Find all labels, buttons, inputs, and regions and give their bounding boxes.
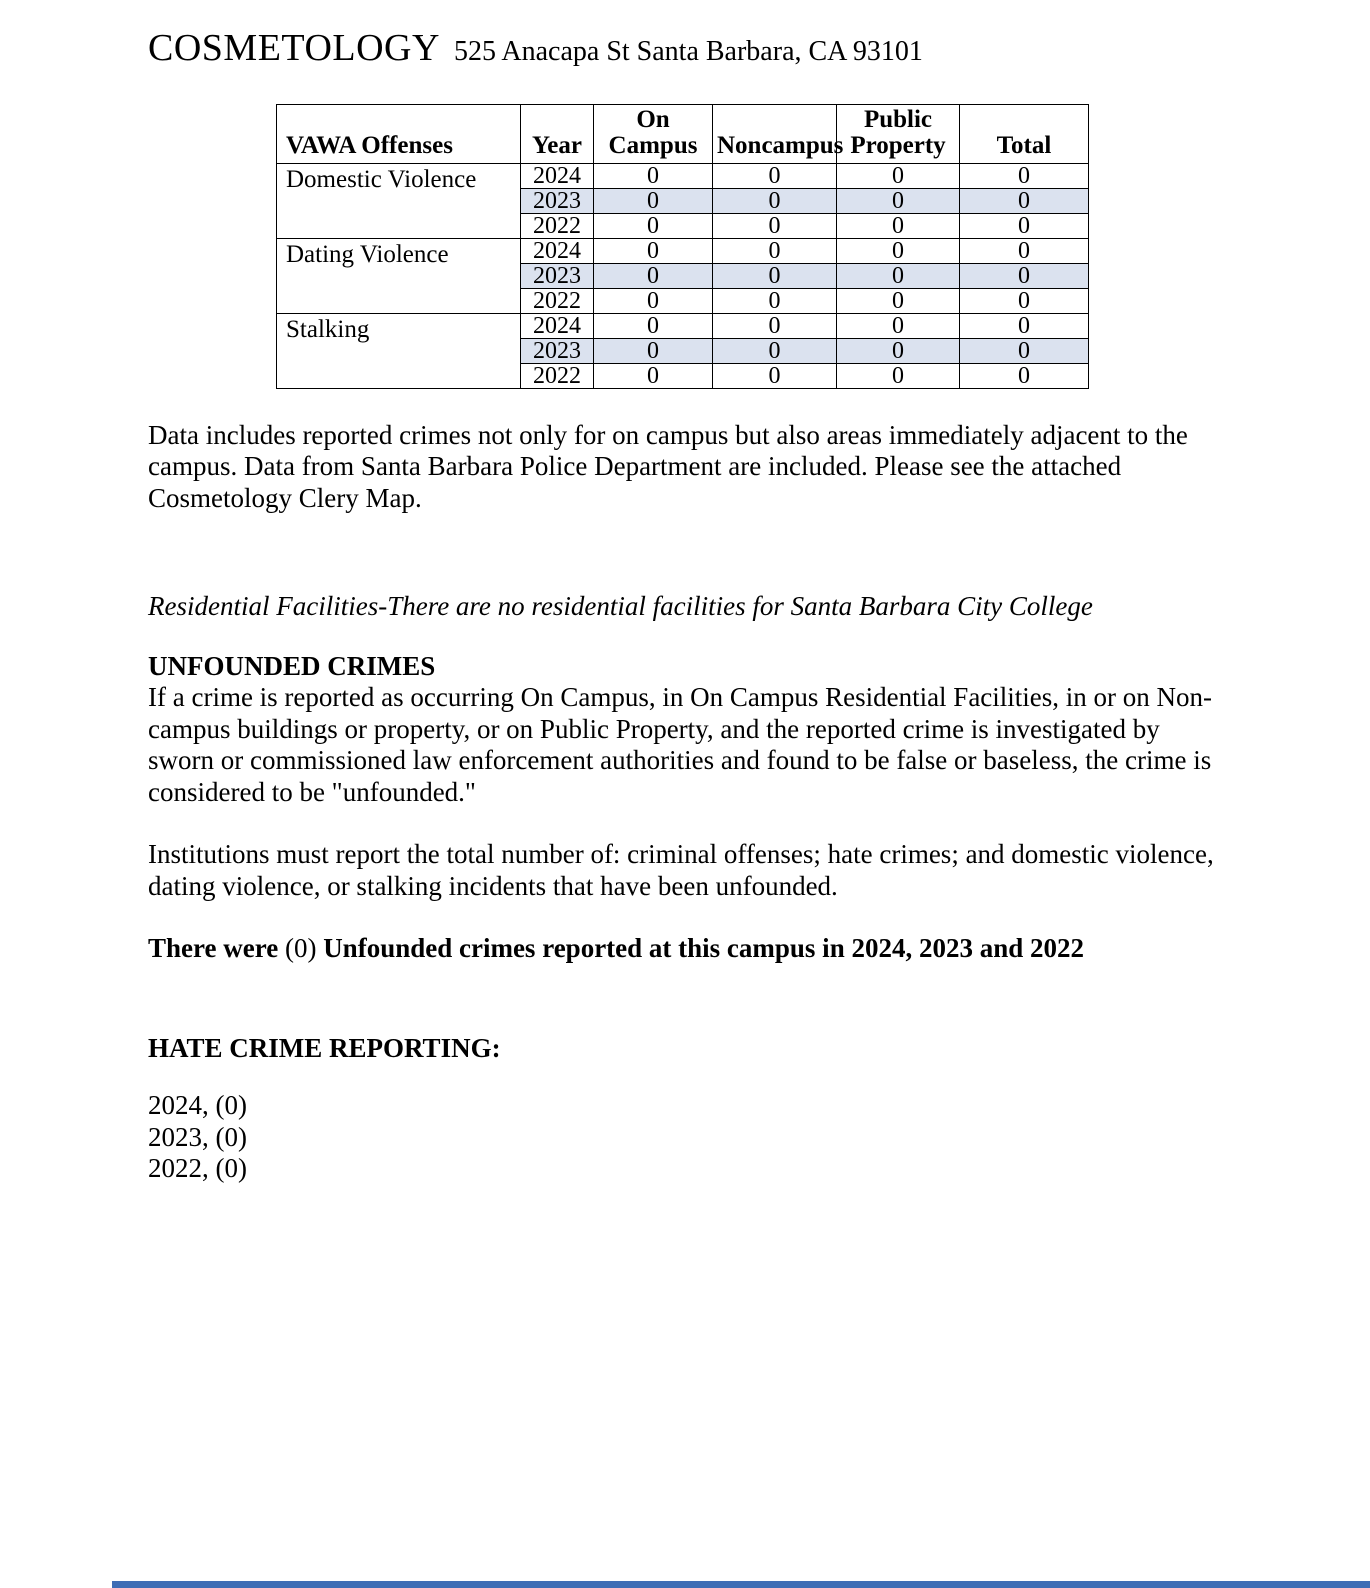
residential-facilities-note: Residential Facilities-There are no residential facilities for Santa Barbara City College: [148, 591, 1093, 621]
public-property-cell: 0: [837, 363, 960, 388]
offense-label: Stalking: [277, 313, 521, 388]
total-cell: 0: [960, 213, 1089, 238]
offense-label: Dating Violence: [277, 238, 521, 313]
year-cell: 2024: [521, 313, 594, 338]
noncampus-cell: 0: [713, 163, 837, 188]
hate-crime-year-list: [148, 1090, 1220, 1185]
campus-name: COSMETOLOGY: [148, 27, 440, 69]
hate-crime-entry-2023: 2023, (0): [148, 1121, 247, 1152]
total-cell: 0: [960, 288, 1089, 313]
on-campus-cell: 0: [594, 188, 713, 213]
noncampus-cell: 0: [713, 288, 837, 313]
total-cell: 0: [960, 238, 1089, 263]
on-campus-cell: 0: [594, 263, 713, 288]
noncampus-cell: 0: [713, 313, 837, 338]
on-campus-cell: 0: [594, 238, 713, 263]
offense-label: Domestic Violence: [277, 163, 521, 238]
column-header-total: Total: [960, 105, 1089, 164]
table-header-row: [277, 105, 1089, 164]
hate-crime-reporting-heading: HATE CRIME REPORTING:: [148, 1032, 501, 1063]
column-header-year: Year: [521, 105, 594, 164]
column-header-vawa-offenses: VAWA Offenses: [277, 105, 521, 164]
noncampus-cell: 0: [713, 363, 837, 388]
public-property-cell: 0: [837, 338, 960, 363]
on-campus-cell: 0: [594, 213, 713, 238]
public-property-cell: 0: [837, 313, 960, 338]
institutions-paragraph: Institutions must report the total number of: criminal offenses; hate crimes; and domestic violence, dating violence, or stalking incidents that have been unfounded.: [148, 839, 1214, 901]
total-cell: 0: [960, 188, 1089, 213]
on-campus-cell: 0: [594, 313, 713, 338]
page-title: [148, 26, 1230, 70]
public-property-cell: 0: [837, 188, 960, 213]
campus-address: 525 Anacapa St Santa Barbara, CA 93101: [453, 36, 923, 67]
total-cell: 0: [960, 363, 1089, 388]
unfounded-count: (0): [284, 933, 317, 963]
public-property-cell: 0: [837, 213, 960, 238]
year-cell: 2022: [521, 363, 594, 388]
vawa-offenses-table: [276, 104, 1089, 389]
total-cell: 0: [960, 163, 1089, 188]
table-row: [277, 238, 1089, 263]
year-cell: 2024: [521, 238, 594, 263]
hate-crime-entry-2024: 2024, (0): [148, 1090, 247, 1120]
public-property-cell: 0: [837, 288, 960, 313]
year-cell: 2023: [521, 263, 594, 288]
window-bottom-bar: [112, 1581, 1370, 1588]
year-cell: 2022: [521, 288, 594, 313]
year-cell: 2023: [521, 338, 594, 363]
on-campus-cell: 0: [594, 288, 713, 313]
unfounded-crimes-heading: UNFOUNDED CRIMES: [148, 650, 436, 681]
year-cell: 2022: [521, 213, 594, 238]
statement-suffix: Unfounded crimes reported at this campus in 2024, 2023 and 2022: [316, 933, 1084, 963]
data-note-paragraph: Data includes reported crimes not only for on campus but also areas immediately adjacent to the campus. Data from Santa Barbara Police Department are included. Please see the attached Cosmetology Clery Map.: [148, 419, 1188, 513]
total-cell: 0: [960, 263, 1089, 288]
total-cell: 0: [960, 313, 1089, 338]
hate-crime-entry-2022: 2022, (0): [148, 1153, 247, 1183]
table-row: [277, 313, 1089, 338]
on-campus-cell: 0: [594, 163, 713, 188]
table-row: [277, 163, 1089, 188]
public-property-cell: 0: [837, 238, 960, 263]
noncampus-cell: 0: [713, 238, 837, 263]
public-property-cell: 0: [837, 163, 960, 188]
noncampus-cell: 0: [713, 263, 837, 288]
noncampus-cell: 0: [713, 188, 837, 213]
column-header-on-campus: On Campus: [594, 105, 713, 164]
unfounded-summary-statement: [148, 933, 1220, 965]
total-cell: 0: [960, 338, 1089, 363]
year-cell: 2024: [521, 163, 594, 188]
statement-prefix: There were: [148, 933, 285, 963]
year-cell: 2023: [521, 188, 594, 213]
on-campus-cell: 0: [594, 363, 713, 388]
column-header-public-property: Public Property: [837, 105, 960, 164]
noncampus-cell: 0: [713, 338, 837, 363]
noncampus-cell: 0: [713, 213, 837, 238]
public-property-cell: 0: [837, 263, 960, 288]
column-header-noncampus: Noncampus: [713, 105, 837, 164]
unfounded-crimes-paragraph: If a crime is reported as occurring On Campus, in On Campus Residential Facilities, in or on Non-campus buildings or property, or on Public Property, and the reported crime is investigated by sworn or commissioned law enforcement authorities and found to be false or baseless, the crime is considered to be "unfounded.": [148, 682, 1213, 807]
on-campus-cell: 0: [594, 338, 713, 363]
